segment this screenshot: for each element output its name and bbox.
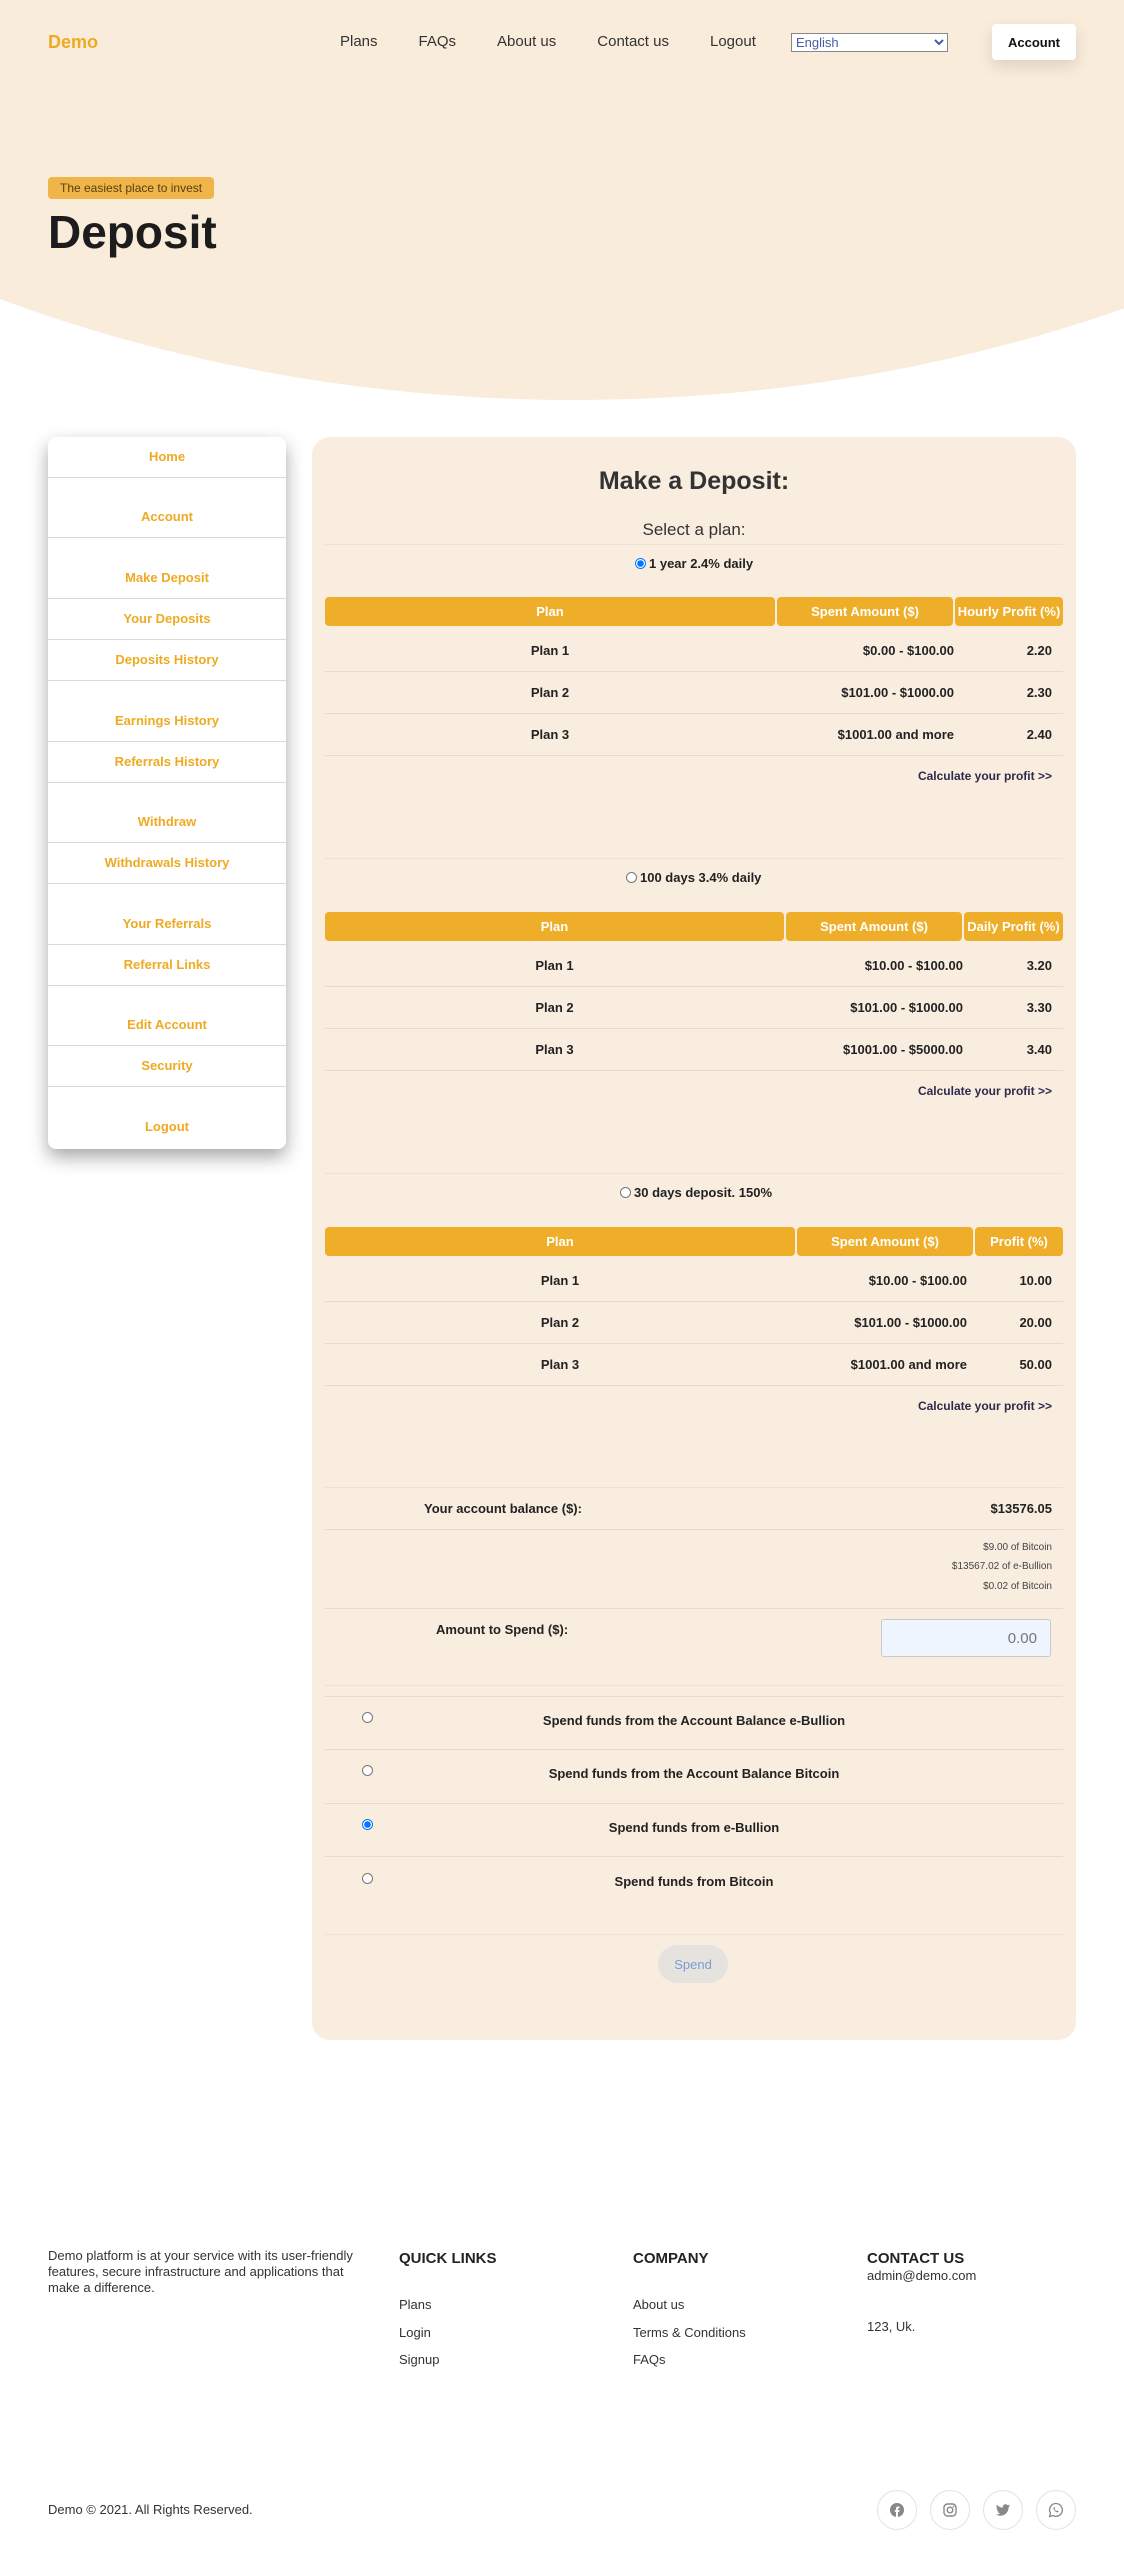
twitter-icon[interactable] — [983, 2490, 1023, 2530]
table-row-divider — [325, 671, 1063, 672]
table-header-plan: Plan — [325, 912, 784, 941]
account-button[interactable]: Account — [992, 24, 1076, 60]
table-cell-profit: 2.30 — [1026, 685, 1052, 700]
divider — [325, 1856, 1063, 1857]
spend-option-label: Spend funds from e-Bullion — [608, 1820, 780, 1835]
sidebar-item-your-referrals[interactable]: Your Referrals — [122, 916, 212, 931]
hero-tagline-badge: The easiest place to invest — [48, 177, 214, 199]
table-cell-profit: 3.30 — [1026, 1000, 1052, 1015]
plan-option-1-year[interactable] — [635, 556, 753, 571]
table-cell-amount: $1001.00 - $5000.00 — [843, 1042, 963, 1057]
plan-radio-100-days[interactable] — [626, 872, 637, 883]
site-header — [0, 0, 1124, 84]
spend-button[interactable]: Spend — [658, 1945, 728, 1983]
table-cell-profit: 20.00 — [1019, 1315, 1052, 1330]
table-cell-amount: $1001.00 and more — [850, 1357, 967, 1372]
divider — [325, 544, 1063, 545]
divider — [325, 1685, 1063, 1686]
table-row-divider — [325, 986, 1063, 987]
sidebar-item-referral-links[interactable]: Referral Links — [123, 957, 211, 972]
plan-option-100-days[interactable] — [626, 870, 761, 885]
sidebar-divider — [48, 680, 286, 681]
table-cell-amount: $0.00 - $100.00 — [862, 643, 954, 658]
table-header-plan: Plan — [325, 1227, 795, 1256]
footer-contact-title: CONTACT US — [867, 2250, 965, 2267]
plan-radio-1-year[interactable] — [635, 558, 646, 569]
sidebar-divider — [48, 639, 286, 640]
table-cell-plan: Plan 2 — [540, 1315, 580, 1330]
table-row-divider — [325, 1070, 1063, 1071]
table-row-divider — [325, 755, 1063, 756]
balance-breakdown-item: $13567.02 of e-Bullion — [951, 1561, 1052, 1572]
sidebar-item-deposits-history[interactable]: Deposits History — [115, 652, 219, 667]
table-header-profit: Daily Profit (%) — [964, 912, 1063, 941]
select-plan-label: Select a plan: — [642, 520, 746, 539]
divider — [325, 858, 1063, 859]
deposit-card — [312, 437, 1076, 2040]
footer-link-terms[interactable]: Terms & Conditions — [633, 2325, 746, 2340]
table-cell-amount: $101.00 - $1000.00 — [854, 1315, 967, 1330]
sidebar-item-your-deposits[interactable]: Your Deposits — [123, 611, 211, 626]
sidebar-item-edit-account[interactable]: Edit Account — [127, 1017, 207, 1032]
sidebar-item-account[interactable]: Account — [141, 509, 193, 524]
table-cell-amount: $10.00 - $100.00 — [868, 1273, 967, 1288]
sidebar-item-withdrawals-history[interactable]: Withdrawals History — [104, 855, 230, 870]
table-cell-profit: 50.00 — [1019, 1357, 1052, 1372]
sidebar-divider — [48, 842, 286, 843]
sidebar-divider — [48, 944, 286, 945]
table-row-divider — [325, 713, 1063, 714]
divider — [325, 1749, 1063, 1750]
table-cell-plan: Plan 3 — [535, 1042, 574, 1057]
table-header-spent-amount: Spent Amount ($) — [786, 912, 962, 941]
table-cell-amount: $10.00 - $100.00 — [864, 958, 963, 973]
balance-breakdown-item: $9.00 of Bitcoin — [983, 1542, 1052, 1553]
copyright-text: Demo © 2021. All Rights Reserved. — [48, 2502, 253, 2517]
table-cell-profit: 10.00 — [1019, 1273, 1052, 1288]
table-header-spent-amount: Spent Amount ($) — [797, 1227, 973, 1256]
sidebar-item-logout[interactable]: Logout — [144, 1119, 190, 1134]
plan-option-30-days[interactable] — [620, 1185, 772, 1200]
table-cell-amount: $101.00 - $1000.00 — [841, 685, 954, 700]
nav-plans[interactable]: Plans — [340, 33, 378, 50]
footer-link-about-us[interactable]: About us — [633, 2297, 685, 2312]
plan-radio-30-days[interactable] — [620, 1187, 631, 1198]
nav-logout[interactable]: Logout — [709, 33, 756, 50]
amount-label: Amount to Spend ($): — [436, 1622, 569, 1637]
divider — [325, 1529, 1063, 1530]
divider — [325, 1803, 1063, 1804]
plan-name: 1 year 2.4% daily — [649, 556, 754, 571]
table-cell-plan: Plan 1 — [535, 958, 574, 973]
sidebar-divider — [48, 883, 286, 884]
table-header-profit: Hourly Profit (%) — [955, 597, 1063, 626]
footer-contact-address: 123, Uk. — [867, 2319, 916, 2334]
page-title: Deposit — [48, 206, 217, 258]
language-select[interactable] — [791, 33, 948, 52]
sidebar-divider — [48, 782, 286, 783]
main-nav — [340, 33, 797, 50]
sidebar-item-referrals-history[interactable]: Referrals History — [114, 754, 220, 769]
calculate-profit-link[interactable]: Calculate your profit >> — [917, 1084, 1052, 1098]
sidebar-divider — [48, 1086, 286, 1087]
nav-faqs[interactable]: FAQs — [418, 33, 457, 50]
sidebar-divider — [48, 985, 286, 986]
instagram-icon[interactable] — [930, 2490, 970, 2530]
table-cell-profit: 3.40 — [1026, 1042, 1052, 1057]
balance-value: $13576.05 — [990, 1501, 1052, 1516]
table-cell-plan: Plan 1 — [540, 1273, 580, 1288]
footer-link-faqs[interactable]: FAQs — [633, 2352, 666, 2367]
calculate-profit-link[interactable]: Calculate your profit >> — [917, 769, 1052, 783]
sidebar-item-withdraw[interactable]: Withdraw — [137, 814, 197, 829]
amount-input[interactable] — [881, 1619, 1051, 1657]
footer-contact-email[interactable]: admin@demo.com — [867, 2268, 977, 2283]
table-cell-plan: Plan 1 — [530, 643, 570, 658]
footer-link-login[interactable]: Login — [399, 2325, 431, 2340]
whatsapp-icon[interactable] — [1036, 2490, 1076, 2530]
sidebar-item-home[interactable]: Home — [148, 449, 186, 464]
spend-option-label: Spend funds from the Account Balance Bitcoin — [548, 1766, 840, 1781]
table-cell-amount: $101.00 - $1000.00 — [850, 1000, 963, 1015]
calculate-profit-link[interactable]: Calculate your profit >> — [917, 1399, 1052, 1413]
sidebar-divider — [48, 477, 286, 478]
sidebar-item-security[interactable]: Security — [141, 1058, 193, 1073]
divider — [325, 1608, 1063, 1609]
divider — [325, 1487, 1063, 1488]
table-cell-profit: 2.40 — [1026, 727, 1052, 742]
footer-about-text: Demo platform is at your service with its user-friendly features, secure infrastructure and applications that make a difference. — [48, 2248, 353, 2295]
table-cell-profit: 2.20 — [1026, 643, 1052, 658]
spend-option-label: Spend funds from Bitcoin — [614, 1874, 774, 1889]
table-row-divider — [325, 1385, 1063, 1386]
plan-name: 30 days deposit. 150% — [634, 1185, 773, 1200]
plan-name: 100 days 3.4% daily — [640, 870, 762, 885]
table-header-spent-amount: Spent Amount ($) — [777, 597, 953, 626]
table-row-divider — [325, 1343, 1063, 1344]
sidebar-divider — [48, 1045, 286, 1046]
footer-link-signup[interactable]: Signup — [399, 2352, 440, 2367]
sidebar-divider — [48, 741, 286, 742]
footer-company-title: COMPANY — [633, 2250, 709, 2267]
divider — [325, 1173, 1063, 1174]
deposit-title: Make a Deposit: — [598, 467, 790, 495]
table-cell-plan: Plan 3 — [540, 1357, 580, 1372]
account-sidebar — [48, 437, 286, 1149]
divider — [325, 1934, 1063, 1935]
table-row-divider — [325, 1301, 1063, 1302]
balance-label: Your account balance ($): — [424, 1501, 582, 1516]
table-header-profit: Profit (%) — [975, 1227, 1063, 1256]
table-cell-amount: $1001.00 and more — [837, 727, 954, 742]
sidebar-divider — [48, 598, 286, 599]
table-cell-plan: Plan 2 — [530, 685, 570, 700]
sidebar-divider — [48, 537, 286, 538]
sidebar-item-make-deposit[interactable]: Make Deposit — [125, 570, 209, 585]
site-logo[interactable]: Demo — [48, 32, 99, 52]
table-cell-profit: 3.20 — [1026, 958, 1052, 973]
nav-about-us[interactable]: About us — [497, 33, 557, 50]
divider — [325, 1696, 1063, 1697]
table-header-plan: Plan — [325, 597, 775, 626]
nav-contact-us[interactable]: Contact us — [597, 33, 669, 50]
table-row-divider — [325, 1028, 1063, 1029]
footer-quick-links-title: QUICK LINKS — [399, 2250, 497, 2267]
facebook-icon[interactable] — [877, 2490, 917, 2530]
table-cell-plan: Plan 2 — [535, 1000, 574, 1015]
table-cell-plan: Plan 3 — [530, 727, 570, 742]
spend-option-label: Spend funds from the Account Balance e-Bullion — [542, 1713, 846, 1728]
sidebar-item-earnings-history[interactable]: Earnings History — [114, 713, 220, 728]
balance-breakdown-item: $0.02 of Bitcoin — [983, 1581, 1052, 1592]
footer-link-plans[interactable]: Plans — [399, 2297, 432, 2312]
